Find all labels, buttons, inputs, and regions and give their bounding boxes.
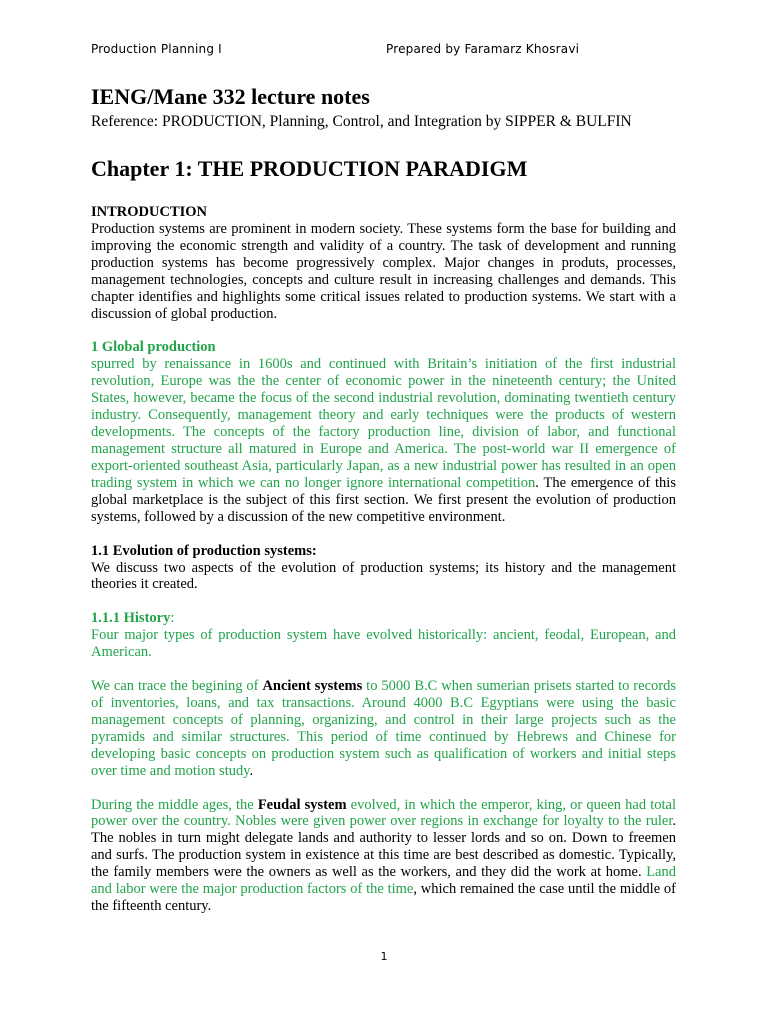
global-production-section bbox=[91, 339, 676, 525]
feudal-system-term: Feudal system bbox=[257, 796, 347, 813]
global-production-black-text: . The emergence of this global marketplace is the subject of this first section. We first present the evolution of production systems, followed by a discussion of the new competitive environment. bbox=[91, 474, 676, 525]
ancient-text-3: . bbox=[249, 762, 254, 779]
chapter-title: Chapter 1: THE PRODUCTION PARADIGM bbox=[91, 156, 528, 181]
header-author: Prepared by Faramarz Khosravi bbox=[386, 42, 580, 56]
global-production-paragraph bbox=[91, 356, 676, 525]
ancient-text-2: to 5000 B.C when sumerian prisets started to records of inventories, loans, and tax transactions. Around 4000 B.C Egyptians were using the basic management concepts of planning, organizing, and control in their large projects such as the pyramids and similar structures. This period of time continued by Hebrews and Chinese for developing basic concepts on production system such as qualification of workers and initial steps over time and motion study bbox=[91, 678, 676, 779]
feudal-system-paragraph bbox=[91, 797, 676, 915]
evolution-section bbox=[91, 543, 676, 594]
ancient-systems-paragraph bbox=[91, 678, 676, 779]
evolution-heading: 1.1 Evolution of production systems: bbox=[91, 542, 317, 559]
feudal-text-4: Land and labor were the major production factors of the time bbox=[91, 864, 676, 898]
reference-line: Reference: PRODUCTION, Planning, Control, and Integration by SIPPER & BULFIN bbox=[91, 113, 632, 130]
document-body bbox=[91, 84, 676, 915]
evolution-paragraph: We discuss two aspects of the evolution of production systems; its history and the management theories it created. bbox=[91, 559, 676, 593]
ancient-systems-term: Ancient systems bbox=[262, 678, 363, 695]
introduction-section bbox=[91, 204, 676, 322]
history-heading bbox=[91, 610, 676, 627]
ancient-text-1: We can trace the begining of bbox=[91, 678, 263, 695]
history-section bbox=[91, 610, 676, 661]
header-course-title: Production Planning I bbox=[91, 42, 222, 56]
feudal-system-section bbox=[91, 797, 676, 915]
introduction-paragraph: Production systems are prominent in modern society. These systems form the base for building and improving the economic strength and validity of a country. The task of development and running production systems has become progressively complex. Major changes in produts, processes, management technologies, concepts and culture result in increasing challenges and demands. This chapter identifies and highlights some critical issues related to production systems. We start with a discussion of global production. bbox=[91, 221, 676, 322]
ancient-systems-section bbox=[91, 678, 676, 779]
introduction-heading: INTRODUCTION bbox=[91, 204, 208, 220]
global-production-green-text: spurred by renaissance in 1600s and continued with Britain’s initiation of the first industrial revolution, Europe was the the center of economic power in the nineteenth century; the United States, however, became the focus of the second industrial revolution, dominating twentieth century industry. Consequently, management theory and early techniques were the products of western developments. The concepts of the factory production line, division of labor, and functional management structure all matured in Europe and America. The post-world war II emergence of export-oriented southeast Asia, particularly Japan, as a new industrial power has resulted in an open trading system in which we can no longer ignore international competition bbox=[91, 356, 676, 491]
history-paragraph: Four major types of production system have evolved historically: ancient, feodal, European, and American. bbox=[91, 627, 676, 661]
history-heading-text: 1.1.1 History bbox=[91, 610, 171, 627]
feudal-text-1: During the middle ages, the bbox=[91, 796, 258, 813]
history-heading-colon: : bbox=[170, 610, 175, 627]
feudal-text-5: , which remained the case until the middle of the fifteenth century. bbox=[91, 881, 676, 914]
document-title: IENG/Mane 332 lecture notes bbox=[91, 84, 370, 109]
feudal-text-2: evolved, in which the emperor, king, or queen had total power over the country. Nobles were given power over regions in exchange for loyalty to the ruler bbox=[91, 796, 676, 830]
feudal-text-3: . The nobles in turn might delegate lands and authority to lesser lords and so on. Down to freemen and surfs. The production system in existence at this time are best described as domestic. Typically, the family members were the owners as well as the workers, and they did the work at home. bbox=[91, 813, 676, 881]
page-number: 1 bbox=[380, 950, 388, 963]
global-production-heading: 1 Global production bbox=[91, 339, 216, 356]
